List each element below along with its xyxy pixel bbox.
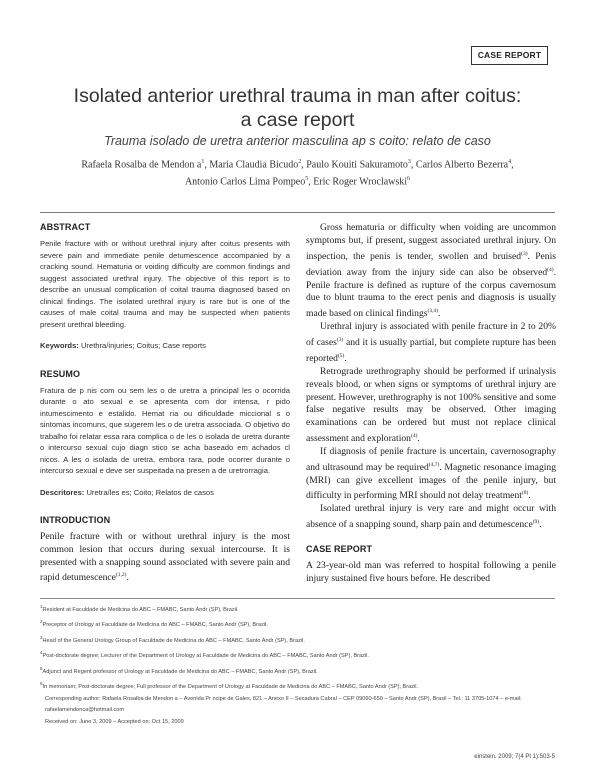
citation: (4,7) xyxy=(428,461,440,468)
abstract-keywords xyxy=(40,340,290,352)
footnote-divider xyxy=(40,598,555,599)
footnote-marker: 5 xyxy=(40,665,43,671)
paragraph-text: . xyxy=(417,433,420,445)
footnote-text: Resident at Faculdade de Medicina do ABC – FMABC, Santo Andr (SP), Brazil. xyxy=(42,606,239,613)
paragraph-text: . Penile fracture is defined as rupture of the corpus cavernosum due to blunt trauma to the erect penis and diagnosis is usually made based on clinical findings xyxy=(306,266,556,320)
paragraph-text: Urethral injury is associated with penile fracture in 2 to 20% of cases xyxy=(306,321,556,349)
footnote-marker: 3 xyxy=(40,634,43,640)
left-column xyxy=(40,222,290,585)
footnote xyxy=(40,601,560,616)
footnote xyxy=(40,632,560,647)
body-paragraph xyxy=(306,446,556,504)
introduction-body: Penile fracture with or without urethral injury is the most common lesion that occurs during sexual intercourse. It is presented with a snapping sound associated with severe pain and rapid detumescence xyxy=(40,531,290,584)
footnote-text: rafaelamendonca@hotmail.com xyxy=(45,707,125,714)
introduction-continued xyxy=(306,222,556,532)
footnote xyxy=(40,678,560,693)
article-subtitle: Trauma isolado de uretra anterior masculina ap s coito: relato de caso xyxy=(104,134,491,148)
footnote-text: Head of the General Urology Group of Faculdade de Medicina do ABC – FMABC, Santo Andr (SP), Brazil. xyxy=(42,637,305,644)
article-title xyxy=(40,84,555,132)
author-separator: , xyxy=(308,176,314,188)
author-affiliation: 5 xyxy=(305,176,309,183)
footnote xyxy=(40,694,560,706)
author-separator: , xyxy=(410,159,416,171)
paragraph-text: If diagnosis of penile fracture is uncertain, cavernosography and ultrasound may be required xyxy=(306,445,556,473)
body-paragraph xyxy=(306,366,556,446)
footnote-marker: 4 xyxy=(40,650,43,656)
author-separator: , xyxy=(301,159,307,171)
author-name: Carlos Alberto Bezerra xyxy=(415,159,509,171)
body-paragraph xyxy=(306,503,556,532)
citation: (3,4) xyxy=(427,308,439,315)
author-affiliation: 6 xyxy=(407,176,411,183)
abstract-text: Penile fracture with or without urethral injury after coitus presents with severe pain and immediate penile detumescence accompanied by a cracking sound. Hematuria or voiding difficulty are common findings and suggest associated urethral injury. The objective of this report is to describe an unusual complication of coital trauma diagnosed based on clinical findings. The isolated urethral injury is rare but is one of the causes of male coital trauma and may be suspected when patients present urethral bleeding. xyxy=(40,239,290,329)
footnote xyxy=(40,705,560,717)
paragraph-text: . Magnetic resonance imaging (MRI) can give excellent images of the penile injury, but difficulty in performing MRI should not delay treatment xyxy=(306,461,556,502)
journal-citation: einstein. 2009; 7(4 Pt 1):503-5 xyxy=(474,754,555,760)
citation: (4) xyxy=(547,266,554,273)
author-name: Paulo Kouiti Sakuramoto xyxy=(306,159,408,171)
author-name: Antonio Carlos Lima Pompeo xyxy=(184,176,306,188)
citation: (4) xyxy=(410,432,418,439)
author-name: Maria Claudia Bicudo xyxy=(209,159,299,171)
citation: (1,2) xyxy=(115,572,127,579)
author-affiliation: 4 xyxy=(508,159,512,165)
footnote-text: Corresponding author: Rafaela Rosalba de Mendon a – Avenida Pr ncipe de Gales, 821 – Anexo II – Secadura Cabral – CEP 09060-650 – Santo Andr (SP), Brasil – Tel.: 11 3705-1074 – e-mail: xyxy=(45,695,522,702)
resumo-section xyxy=(40,369,290,499)
footnote-marker: 1 xyxy=(40,604,43,609)
introduction-section xyxy=(40,515,290,585)
author-line-1 xyxy=(40,155,555,172)
abstract-heading: ABSTRACT xyxy=(40,222,91,232)
resumo-keywords xyxy=(40,487,290,499)
introduction-text xyxy=(40,531,290,585)
citation: (8) xyxy=(521,490,529,497)
footnote-marker: 2 xyxy=(40,619,43,625)
citation: (3) xyxy=(336,336,344,343)
paragraph-text: . xyxy=(539,519,542,531)
footnotes xyxy=(40,601,560,729)
paragraph-text: Gross hematuria or difficulty when voiding are uncommon symptoms but, if present, suggest associated urethral injury. On inspection, the penis is tender, swollen and bruised xyxy=(306,222,556,262)
author-name: Eric Roger Wroclawski xyxy=(313,176,408,188)
author-list xyxy=(40,155,555,190)
author-affiliation: 2 xyxy=(298,159,302,165)
citation: (3) xyxy=(521,250,528,257)
paragraph-text: Isolated urethral injury is very rare and might occur with absence of a snapping sound, sharp pain and detumescence xyxy=(306,503,556,531)
title-line-1: Isolated anterior urethral trauma in man after coitus: xyxy=(73,85,522,107)
footnote-text: Preceptor of Urology at Faculdade de Medicina do ABC – FMABC, Santo Andr (SP), Brazil. xyxy=(42,622,268,629)
footnote-text: Post-doctorate degree; Lecturer of the Department of Urology at Faculdade de Medicina do ABC – FMABC, Santo Andr (SP), Brazil. xyxy=(42,653,369,660)
citation: (5) xyxy=(337,352,345,359)
author-affiliation: 1 xyxy=(201,159,205,165)
paragraph-text: . xyxy=(528,490,531,502)
footnote-text: Adjunct and Regent professor of Urology at Faculdade de Medicina do ABC – FMABC, Santo Andr (SP), Brazil. xyxy=(42,668,318,675)
paragraph-text: Retrograde urethrography should be performed if urinalysis reveals blood, or when signs or symptoms of urethral injury are present. However, urethrography is not 100% sensitive and some false negative results may be observed. Other imaging examinations can be ordered but must not replace clinical assessment and exploration xyxy=(306,365,556,445)
case-report-badge: CASE REPORT xyxy=(471,46,548,65)
abstract-section xyxy=(40,222,290,352)
author-affiliation: 3 xyxy=(407,159,411,165)
author-line-2 xyxy=(40,172,555,189)
footnote-text: In memoriam; Post-doctorate degree; Full professor of the Department of Urology at Faculdade de Medicina do ABC – FMABC, Santo Andr (SP), Brazil. xyxy=(42,684,419,691)
footnote xyxy=(40,717,560,729)
paragraph-text: . xyxy=(344,353,347,365)
footnote xyxy=(40,663,560,678)
introduction-heading: INTRODUCTION xyxy=(40,515,111,525)
body-paragraph xyxy=(306,222,556,321)
resumo-text: Fratura de p nis com ou sem les o de uretra a principal les o ocorrida durante o ato sexual e se apresenta com dor intensa, r pido intumescimento e estalido. Hemat ria ou dificuldade miccional s o sintomas incomuns, que sugerem les o de uretra associada. O objetivo do trabalho foi relatar essa rara complica o de les o isolada de uretra durante o intercurso sexual cujo diagn stico se acha baseado em achados cl nicos. A les o isolada de uretra, embora rara, pode ocorrer durante o intercurso sexual e deve ser suspeitada na presen a de uretrorragia. xyxy=(40,385,290,475)
paragraph-text: . xyxy=(438,308,441,320)
resumo-heading: RESUMO xyxy=(40,368,81,379)
footnote-marker: 6 xyxy=(40,681,43,687)
paragraph-text: and it is usually partial, but complete rupture has been reported xyxy=(306,337,556,365)
case-report-text: A 23-year-old man was referred to hospital following a penile injury sustained five hours before. He described xyxy=(306,560,556,585)
author-name: Rafaela Rosalba de Mendon a xyxy=(81,159,202,171)
paragraph-text: . Penis deviation away from the injury side can also be observed xyxy=(306,250,557,278)
right-column xyxy=(306,222,556,586)
keywords-label: Keywords: xyxy=(40,341,79,350)
citation: (9) xyxy=(532,519,540,526)
title-line-2: a case report xyxy=(240,109,355,131)
body-paragraph xyxy=(306,321,556,366)
descritores-value: Uretra/les es; Coito; Relatos de casos xyxy=(86,487,214,497)
descritores-label: Descritores: xyxy=(40,487,85,497)
footnote xyxy=(40,647,560,662)
case-report-heading: CASE REPORT xyxy=(306,544,373,555)
author-separator: , xyxy=(511,159,514,171)
introduction-end: . xyxy=(126,572,129,584)
author-separator: , xyxy=(204,159,210,171)
footnote-text: Received on: June 3, 2009 – Accepted on: Oct 15, 2009 xyxy=(45,718,184,725)
keywords-value: Urethra/injuries; Coitus; Case reports xyxy=(80,341,206,350)
footnote xyxy=(40,616,560,631)
header-divider xyxy=(40,212,555,213)
